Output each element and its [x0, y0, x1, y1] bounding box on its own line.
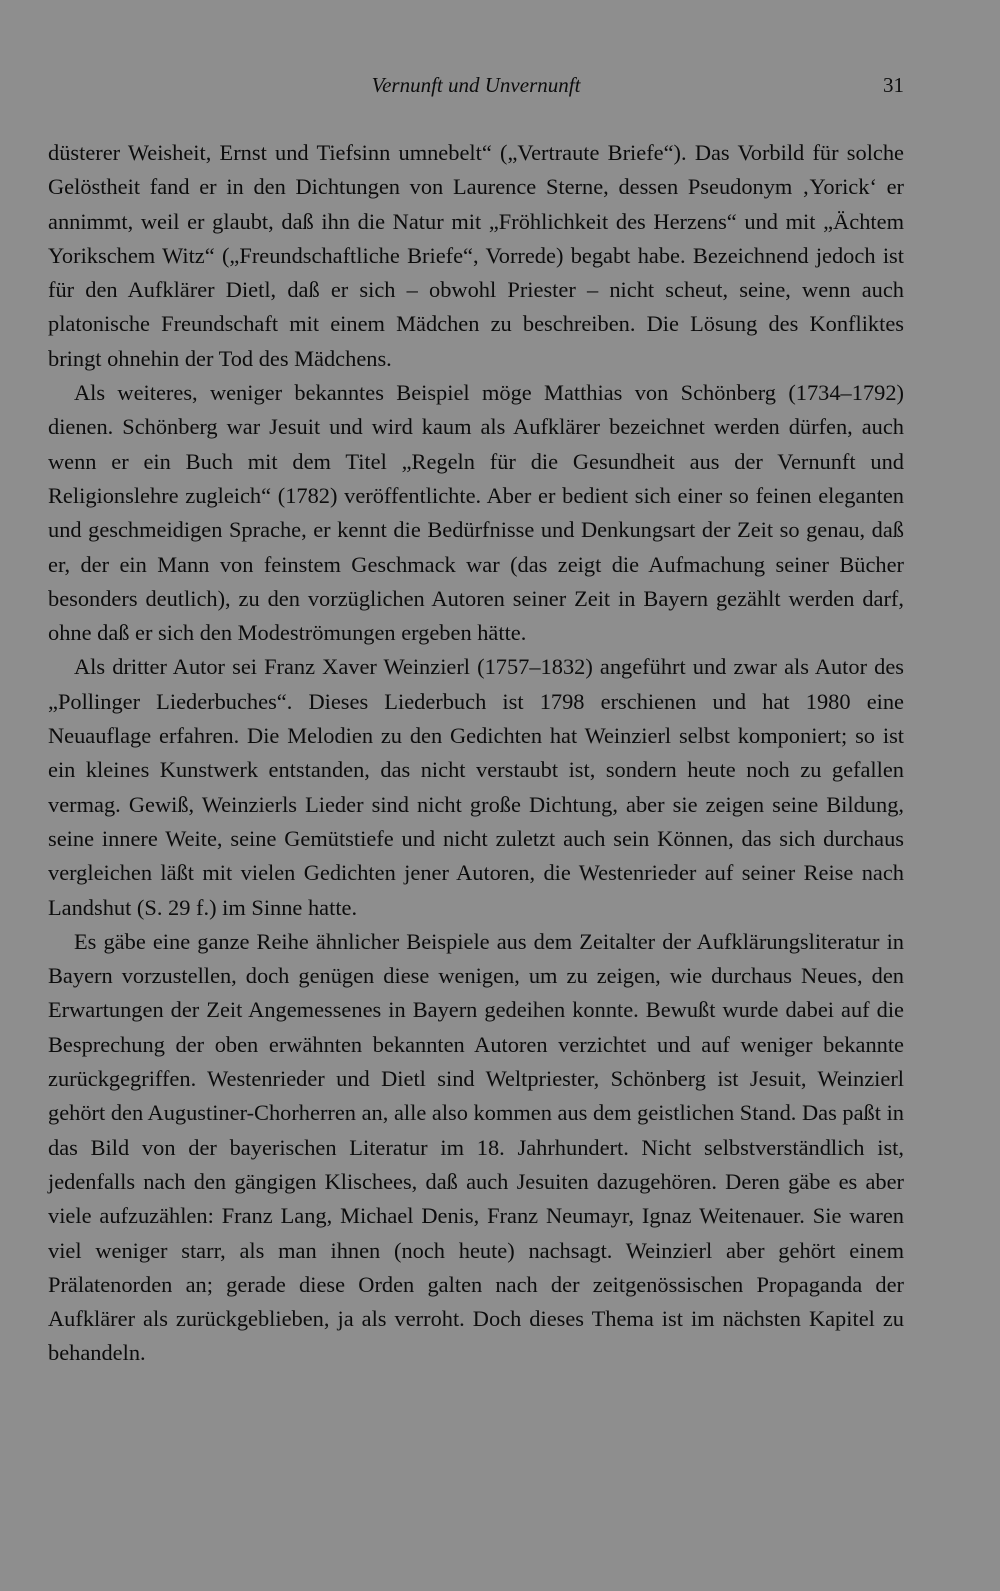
- page-header: [48, 70, 904, 100]
- paragraph-schoenberg: Als weiteres, weniger bekanntes Beispiel möge Matthias von Schönberg (1734–1792) dienen. Schönberg war Jesuit und wird kaum als Aufklärer bezeichnet werden dürfen, auch wenn er ein Buch mit dem Titel „Regeln für die Gesundheit aus der Vernunft und Religionslehre zugleich“ (1782) veröffentlichte. Aber er bedient sich einer so feinen eleganten und geschmeidigen Sprache, er kennt die Bedürfnisse und Denkungsart der Zeit so genau, daß er, der ein Mann von feinstem Geschmack war (das zeigt die Aufmachung seiner Bücher besonders deutlich), zu den vorzüglichen Autoren seiner Zeit in Bayern gezählt werden darf, ohne daß er sich den Modeströmungen ergeben hätte.: [48, 380, 904, 646]
- paragraph-continued: düsterer Weisheit, Ernst und Tiefsinn umnebelt“ („Vertraute Briefe“). Das Vorbild für solche Gelöstheit fand er in den Dichtungen von Laurence Sterne, dessen Pseudonym ‚Yorick‘ er annimmt, weil er glaubt, daß ihn die Natur mit „Fröhlichkeit des Herzens“ und mit „Ächtem Yorikschem Witz“ („Freundschaftliche Briefe“, Vorrede) begabt habe. Bezeichnend jedoch ist für den Aufklärer Dietl, daß er sich – obwohl Priester – nicht scheut, seine, wenn auch platonische Freundschaft mit einem Mädchen zu beschreiben. Die Lösung des Konfliktes bringt ohnehin der Tod des Mädchens.: [48, 140, 904, 371]
- paragraph-weinzierl: Als dritter Autor sei Franz Xaver Weinzierl (1757–1832) angeführt und zwar als Autor des „Pollinger Liederbuches“. Dieses Liederbuch ist 1798 erschienen und hat 1980 eine Neuauflage erfahren. Die Melodien zu den Gedichten hat Weinzierl selbst komponiert; so ist ein kleines Kunstwerk entstanden, das nicht verstaubt ist, sondern heute noch zu gefallen vermag. Gewiß, Weinzierls Lieder sind nicht große Dichtung, aber sie zeigen seine Bildung, seine innere Weite, seine Gemütstiefe und nicht zuletzt auch sein Können, das sich durchaus vergleichen läßt mit vielen Gedichten jener Autoren, die Westenrieder auf seiner Reise nach Landshut (S. 29 f.) im Sinne hatte.: [48, 654, 904, 920]
- running-title: Vernunft und Unvernunft: [371, 73, 581, 97]
- page-number: 31: [883, 73, 904, 97]
- paragraph-conclusion: Es gäbe eine ganze Reihe ähnlicher Beispiele aus dem Zeitalter der Aufklärungsliteratur in Bayern vorzustellen, doch genügen diese wenigen, um zu zeigen, wie durchaus Neues, den Erwartungen der Zeit Angemessenes in Bayern gedeihen konnte. Bewußt wurde dabei auf die Besprechung der oben erwähnten bekannten Autoren verzichtet und auf weniger bekannte zurückgegriffen. Westenrieder und Dietl sind Weltpriester, Schönberg ist Jesuit, Weinzierl gehört den Augustiner-Chorherren an, alle also kommen aus dem geistlichen Stand. Das paßt in das Bild von der bayerischen Literatur im 18. Jahrhundert. Nicht selbstverständlich ist, jedenfalls nach den gängigen Klischees, daß auch Jesuiten dazugehören. Deren gäbe es aber viele aufzuzählen: Franz Lang, Michael Denis, Franz Neumayr, Ignaz Weitenauer. Sie waren viel weniger starr, als man ihnen (noch heute) nachsagt. Weinzierl aber gehört einem Prälatenorden an; gerade diese Orden galten nach der zeitgenössischen Propaganda der Aufklärer als zurückgeblieben, ja als verroht. Doch dieses Thema ist im nächsten Kapitel zu behandeln.: [48, 928, 904, 1366]
- body-text: [48, 136, 904, 1371]
